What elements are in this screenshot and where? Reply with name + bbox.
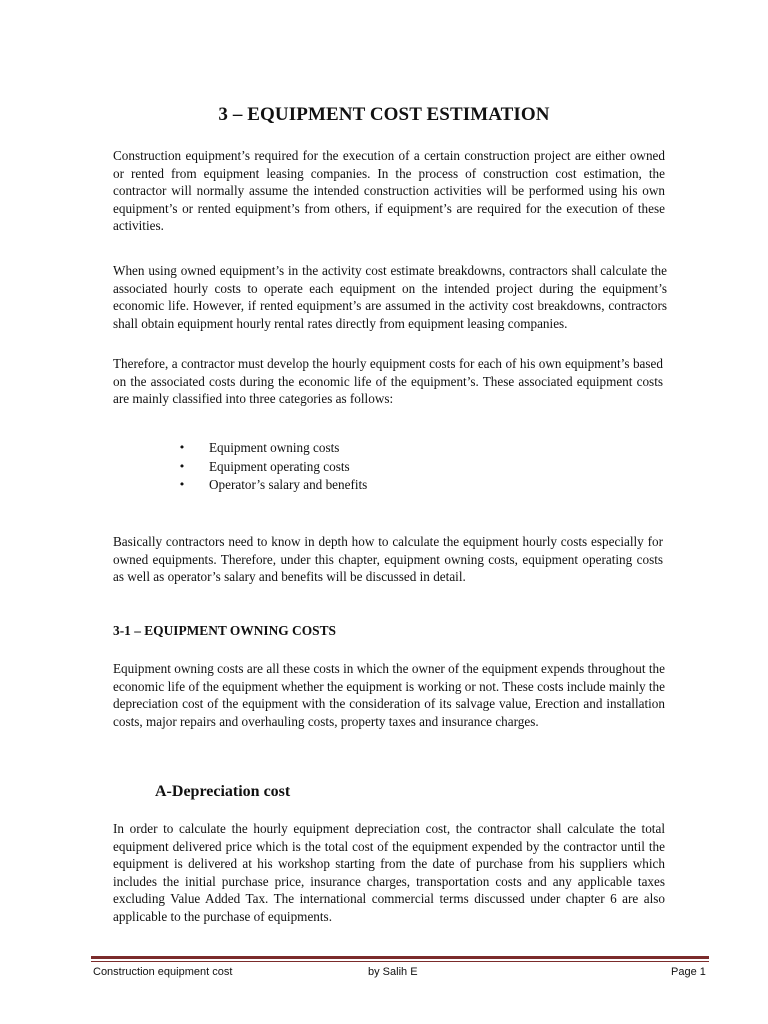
subsection-heading: A-Depreciation cost [155, 783, 291, 800]
footer-author: by Salih E [368, 966, 418, 978]
cost-categories-list [175, 439, 575, 495]
footer-document-title: Construction equipment cost [93, 966, 233, 978]
list-item [175, 476, 575, 495]
owned-vs-rented-paragraph: When using owned equipment’s in the activity cost estimate breakdowns, contractors shall calculate the associated hourly costs to operate each equipment on the intended project during the equipment’s economic life. However, if rented equipment’s are assumed in the activity cost breakdowns, contractors shall obtain equipment hourly rental rates directly from equipment leasing companies. [113, 263, 667, 331]
bullet-icon: • [178, 441, 186, 454]
categories-intro-paragraph: Therefore, a contractor must develop the hourly equipment costs for each of his own equipment’s based on the associated costs during the economic life of the equipment’s. These associated equipment costs are mainly classified into three categories as follows: [113, 356, 663, 406]
list-item-label: Operator’s salary and benefits [209, 477, 368, 492]
owning-costs-paragraph: Equipment owning costs are all these costs in which the owner of the equipment expends throughout the economic life of the equipment whether the equipment is working or not. These costs include mainly the depreciation cost of the equipment with the consideration of its salvage value, Erection and installation costs, major repairs and overhauling costs, property taxes and insurance charges. [113, 661, 665, 729]
page-title: 3 – EQUIPMENT COST ESTIMATION [218, 104, 550, 125]
list-item-label: Equipment operating costs [209, 458, 350, 474]
chapter-overview-paragraph: Basically contractors need to know in depth how to calculate the equipment hourly costs especially for owned equipments. Therefore, under this chapter, equipment owning costs, equipment operating costs as well as operator’s salary and benefits will be discussed in detail. [113, 534, 663, 584]
intro-paragraph: Construction equipment’s required for the execution of a certain construction project are either owned or rented from equipment leasing companies. In the process of construction cost estimation, the contractor will normally assume the intended construction activities will be performed using his own equipment’s or rented equipment’s from others, if equipment’s are required for the execution of these activities. [113, 148, 665, 233]
depreciation-paragraph: In order to calculate the hourly equipment depreciation cost, the contractor shall calculate the total equipment delivered price which is the total cost of the equipment expended by the contractor until the equipment is delivered at his workshop starting from the date of purchase from his suppliers which includes the initial purchase price, insurance charges, transportation costs and any applicable taxes excluding Value Added Tax. The international commercial terms discussed under chapter 6 are also applicable to the purchase of equipments. [113, 821, 665, 924]
list-item [175, 458, 575, 477]
footer-page-number: Page 1 [671, 966, 706, 978]
footer-rule-thin [91, 961, 709, 962]
footer-rule-thick [91, 956, 709, 959]
section-heading: 3-1 – EQUIPMENT OWNING COSTS [113, 623, 336, 638]
list-item-label: Equipment owning costs [209, 440, 340, 455]
list-item [175, 439, 575, 458]
bullet-icon: • [178, 478, 186, 491]
bullet-icon: • [178, 459, 186, 473]
